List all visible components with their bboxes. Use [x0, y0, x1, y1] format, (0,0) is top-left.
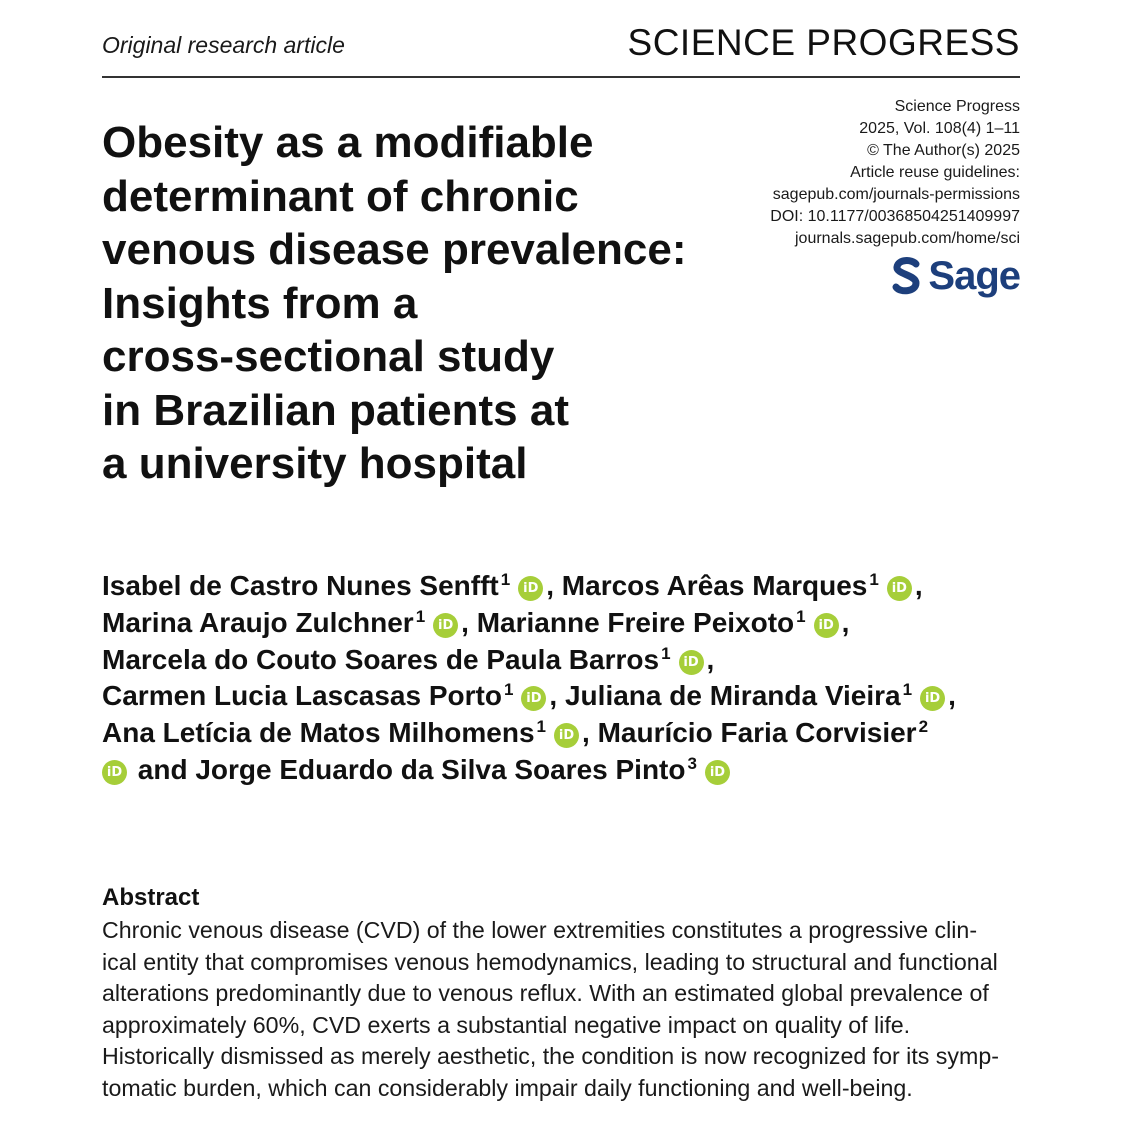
orcid-icon[interactable]: iD — [102, 760, 127, 785]
author-line — [102, 752, 1032, 789]
abstract-line: alterations predominantly due to venous reflux. With an estimated global prevalence of — [102, 980, 989, 1006]
title-line: Obesity as a modifiable — [102, 118, 594, 167]
author-name: Ana Letícia de Matos Milhomens — [102, 717, 535, 749]
author-name: Marcos Arêas Marques — [561, 570, 868, 601]
orcid-icon[interactable]: iD — [887, 576, 912, 601]
title-line: a university hospital — [102, 439, 528, 488]
orcid-icon[interactable]: iD — [705, 760, 730, 785]
meta-reuse-label: Article reuse guidelines: — [850, 164, 1020, 181]
orcid-icon[interactable]: iD — [554, 723, 579, 748]
title-line: Insights from a — [102, 278, 418, 328]
affiliation-mark: 3 — [687, 753, 697, 773]
affiliation-mark: 1 — [503, 680, 514, 700]
orcid-icon[interactable]: iD — [814, 613, 839, 638]
meta-volume: 2025, Vol. 108(4) 1–11 — [859, 120, 1020, 137]
orcid-icon[interactable]: iD — [920, 686, 945, 711]
abstract-line: Chronic venous disease (CVD) of the lower extremities constitutes a progressive clin- — [102, 917, 978, 943]
author-line: Ana Letícia de Matos Milhomens $^1$ iD , Maurício Faria Corvisier $^2$ — [102, 717, 929, 749]
author-name: Juliana de Miranda Vieira — [564, 680, 901, 712]
abstract-line: approximately 60%, CVD exerts a substantial negative impact on quality of life. — [102, 1011, 911, 1038]
abstract-text — [102, 915, 1020, 1104]
title-line: venous disease prevalence: — [102, 225, 687, 274]
sage-wordmark: Sage — [928, 254, 1020, 298]
abstract-line: Historically dismissed as merely aesthetic, the condition is now recognized for its symp- — [102, 1043, 999, 1069]
affiliation-mark: 1 — [902, 680, 913, 700]
author-name: Maurício Faria Corvisier — [597, 717, 917, 749]
abstract-heading: Abstract — [102, 884, 200, 911]
orcid-icon[interactable]: iD — [518, 576, 543, 601]
affiliation-mark: 1 — [796, 606, 806, 626]
meta-reuse-link[interactable]: sagepub.com/journals-permissions — [772, 186, 1020, 203]
affiliation-mark: 1 — [415, 606, 426, 626]
header-divider — [102, 76, 1020, 78]
affiliation-mark: 1 — [536, 717, 546, 737]
abstract-line: ical entity that compromises venous hemodynamics, leading to structural and functional — [102, 948, 998, 975]
conjunction: and — [137, 753, 188, 785]
title-line: determinant of chronic — [102, 171, 579, 221]
author-line: Marcela do Couto Soares de Paula Barros $^1$ iD , — [102, 643, 715, 675]
article-metadata — [700, 96, 1020, 250]
sage-logo — [892, 254, 1020, 298]
author-line: Marina Araujo Zulchner $^1$ iD , Marianne Freire Peixoto $^1$ iD , — [102, 606, 850, 638]
meta-journal-url[interactable]: journals.sagepub.com/home/sci — [794, 230, 1020, 247]
article-type: Original research article — [102, 32, 345, 58]
orcid-icon[interactable]: iD — [679, 650, 704, 675]
affiliation-mark: 1 — [661, 643, 671, 663]
author-list — [102, 568, 1032, 789]
orcid-icon[interactable]: iD — [433, 613, 458, 638]
affiliation-mark: 1 — [869, 570, 879, 589]
article-title — [102, 116, 722, 491]
author-line: Carmen Lucia Lascasas Porto $^1$ iD , Juliana de Miranda Vieira $^1$ iD , — [102, 680, 956, 712]
sage-s-icon — [892, 256, 922, 296]
meta-copyright: © The Author(s) 2025 — [867, 142, 1020, 159]
meta-journal: Science Progress — [894, 98, 1020, 115]
author-name: Jorge Eduardo da Silva Soares Pinto — [195, 753, 686, 785]
author-name: Carmen Lucia Lascasas Porto — [102, 680, 502, 712]
author-name: Marcela do Couto Soares de Paula Barros — [102, 643, 660, 675]
author-line: Isabel de Castro Nunes Senfft $^1$ iD , Marcos Arêas Marques $^1$ iD , — [102, 570, 923, 601]
author-name: Isabel de Castro Nunes Senfft — [102, 570, 499, 601]
orcid-icon[interactable]: iD — [521, 686, 546, 711]
affiliation-mark: 2 — [918, 717, 929, 737]
author-name: Marina Araujo Zulchner — [102, 606, 414, 638]
affiliation-mark: 1 — [500, 570, 511, 589]
abstract-line: tomatic burden, which can considerably impair daily functioning and well-being. — [102, 1074, 913, 1101]
title-line: cross-sectional study — [102, 332, 555, 381]
title-line: in Brazilian patients at — [102, 385, 569, 435]
journal-name: SCIENCE PROGRESS — [627, 22, 1020, 63]
author-name: Marianne Freire Peixoto — [476, 606, 795, 638]
meta-doi[interactable]: DOI: 10.1177/00368504251409997 — [770, 208, 1020, 225]
